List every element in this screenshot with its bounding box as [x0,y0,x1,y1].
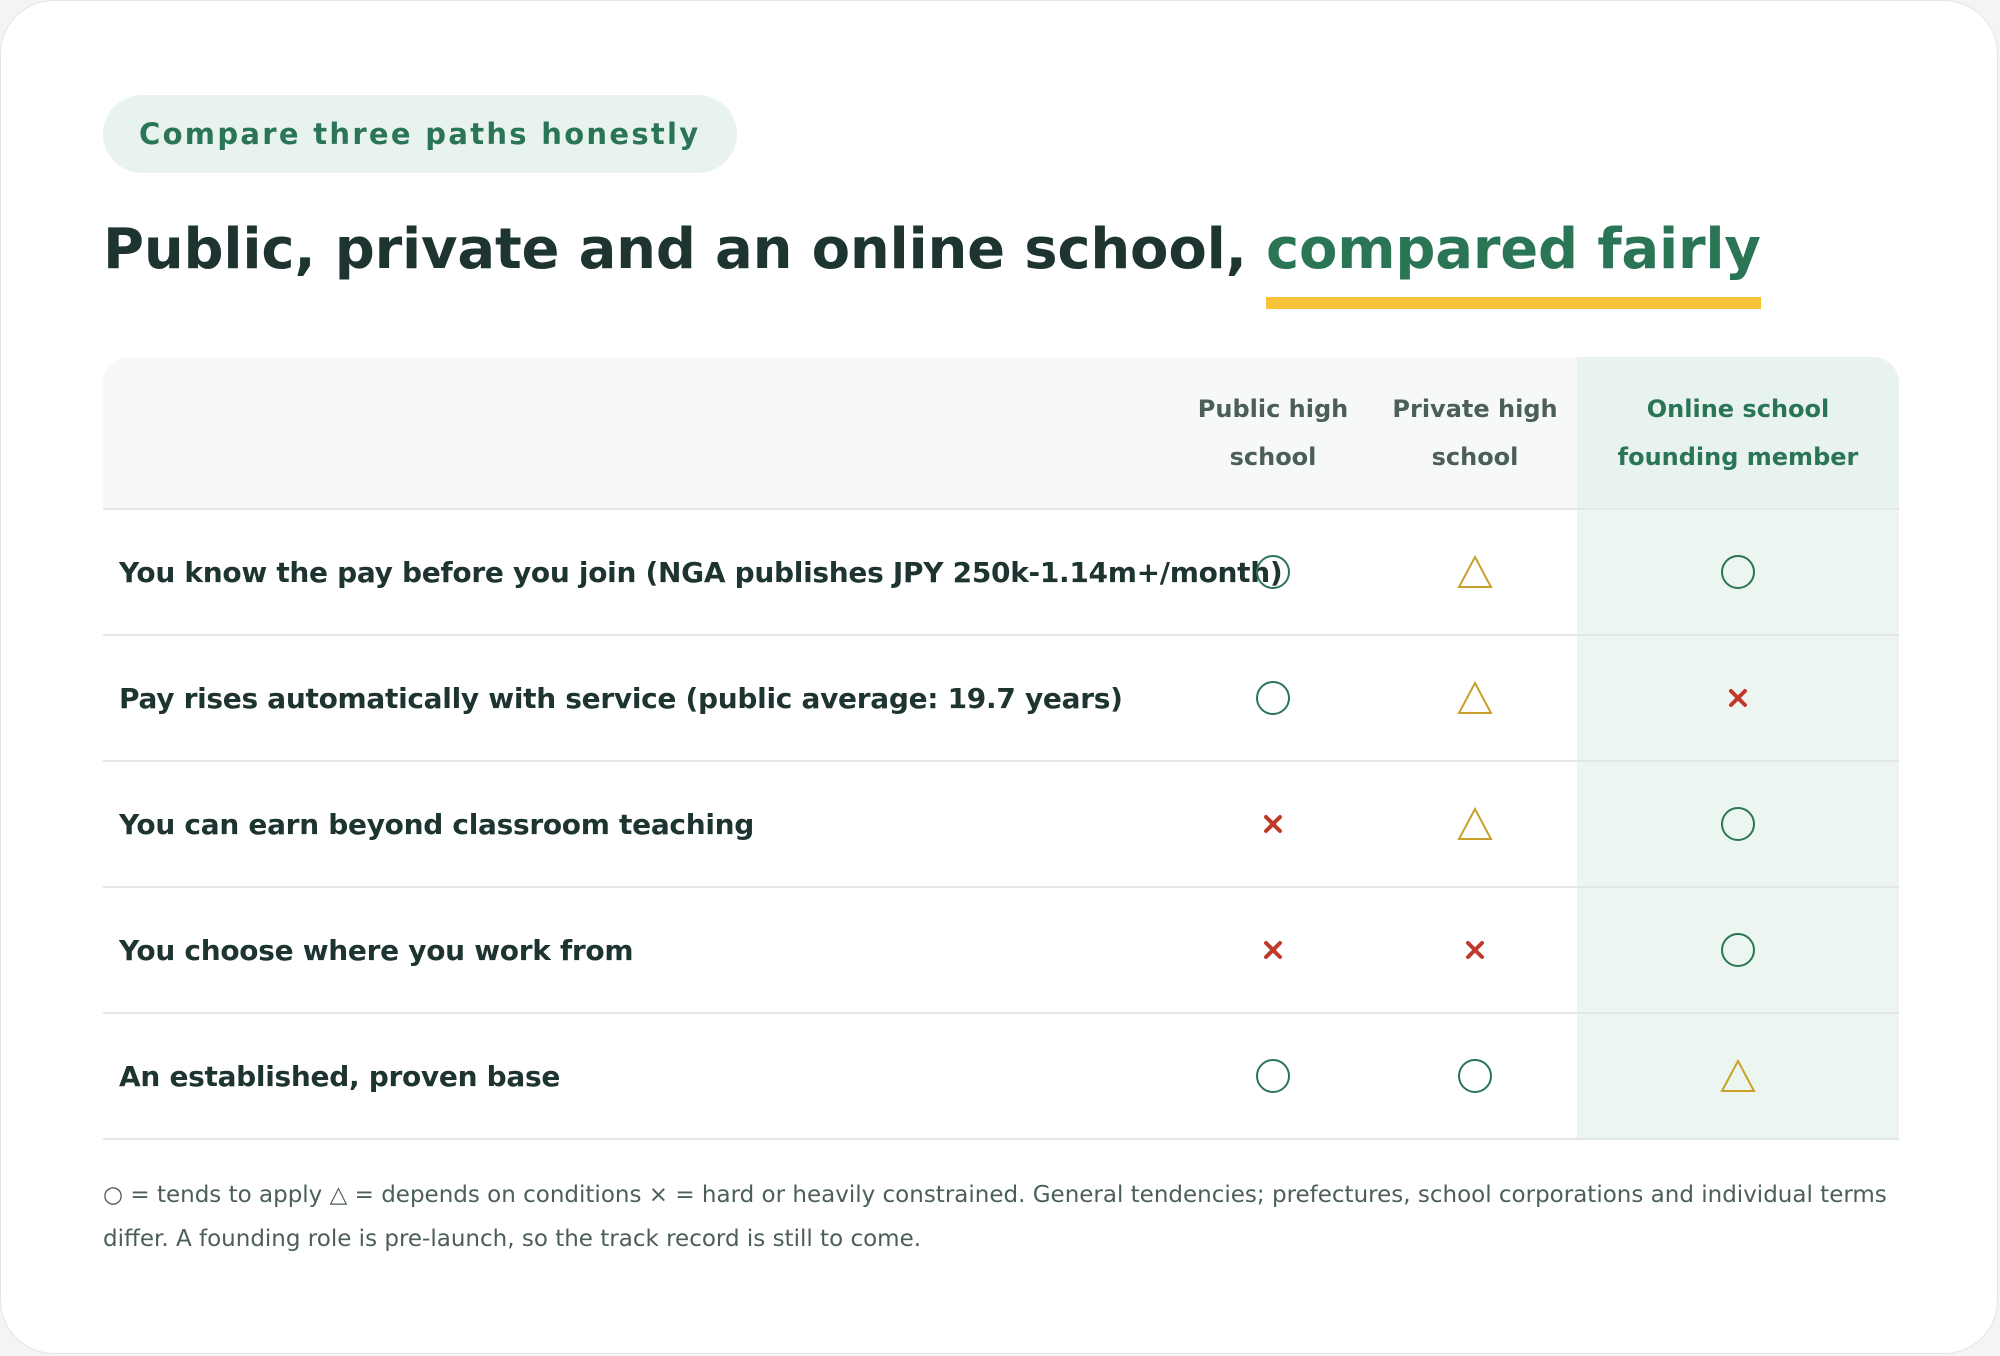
cell-public [1173,887,1373,1013]
cell-private [1373,761,1577,887]
row-criterion: You can earn beyond classroom teaching [103,761,1173,887]
cell-public [1173,1013,1373,1139]
title-accent [1266,211,1761,289]
table-header-row [103,357,1899,509]
comparison-table [103,357,1899,1140]
triangle-icon [1457,681,1493,715]
circle-icon [1720,554,1756,590]
circle-icon [1720,932,1756,968]
row-criterion: You choose where you work from [103,887,1173,1013]
circle-icon [1720,806,1756,842]
circle-icon [1457,1058,1493,1094]
cell-private [1373,887,1577,1013]
row-criterion: Pay rises automatically with service (public average: 19.7 years) [103,635,1173,761]
cell-public [1173,761,1373,887]
title-lead: Public, private and an online school, [103,217,1266,282]
cross-icon [1728,688,1748,708]
table-row [103,1013,1899,1139]
criterion-column-header [103,357,1173,509]
table-body [103,509,1899,1139]
triangle-icon [1457,555,1493,589]
cell-online [1577,1013,1899,1139]
cell-private [1373,1013,1577,1139]
cell-private [1373,509,1577,635]
column-header-online: Online school founding member [1577,357,1899,509]
column-header-private: Private high school [1373,357,1577,509]
cross-icon [1263,940,1283,960]
cell-private [1373,635,1577,761]
table-row [103,509,1899,635]
row-criterion: An established, proven base [103,1013,1173,1139]
cell-online [1577,509,1899,635]
circle-icon [1255,680,1291,716]
table-row [103,887,1899,1013]
column-header-public: Public high school [1173,357,1373,509]
cell-online [1577,635,1899,761]
section-badge: Compare three paths honestly [103,95,737,173]
cell-online [1577,887,1899,1013]
title-accent-text: compared fairly [1265,217,1761,282]
title-underline [1266,297,1761,309]
cell-public [1173,635,1373,761]
circle-icon [1255,1058,1291,1094]
row-criterion: You know the pay before you join (NGA publishes JPY 250k-1.14m+/month) [103,509,1173,635]
circle-icon [1255,554,1291,590]
page-title [103,211,1761,289]
comparison-table-wrapper [103,357,1899,1140]
table-row [103,761,1899,887]
triangle-icon [1720,1059,1756,1093]
table-row [103,635,1899,761]
legend-footnote: ○ = tends to apply △ = depends on conditions × = hard or heavily constrained. General tendencies; prefectures, school corporations and individual terms differ. A founding role is pre-launch, so the track record is still to come. [103,1182,1887,1252]
cross-icon [1465,940,1485,960]
cell-online [1577,761,1899,887]
triangle-icon [1457,807,1493,841]
cross-icon [1263,814,1283,834]
